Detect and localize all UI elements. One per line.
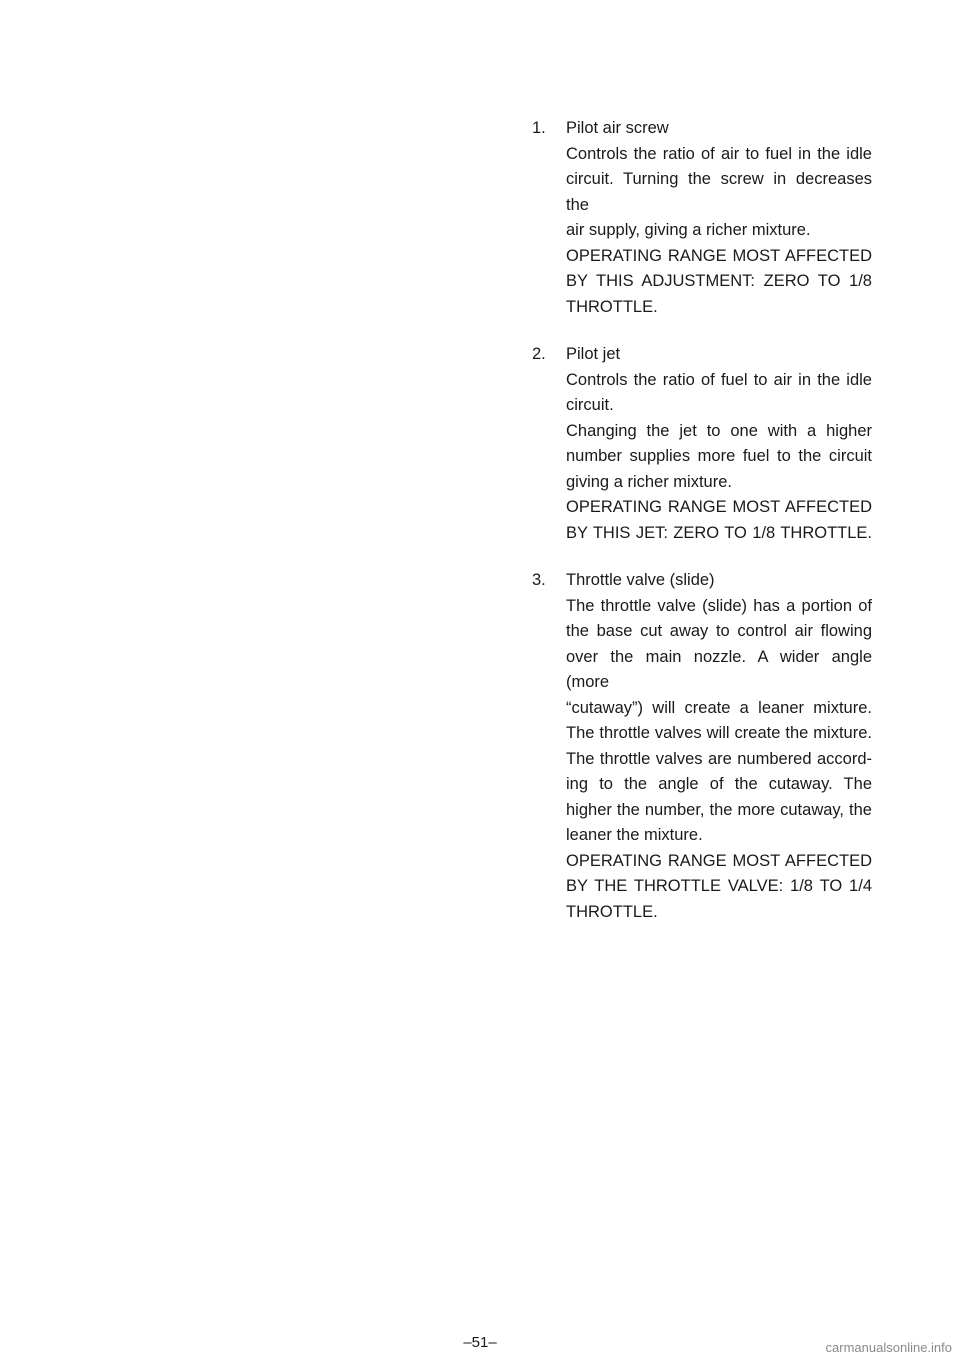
item-text-line: Controls the ratio of air to fuel in the idle: [566, 144, 872, 163]
list-item-throttle-valve: [532, 568, 872, 925]
carburetor-adjustment-list: [532, 116, 872, 947]
item-text-line: higher the number, the more cutaway, the: [566, 800, 872, 819]
item-number: 3.: [532, 571, 546, 589]
item-heading: Pilot jet: [566, 345, 621, 363]
item-text-line: air supply, giving a richer mixture.: [566, 221, 811, 239]
item-number: 1.: [532, 119, 546, 137]
item-text-line: The throttle valve (slide) has a portion of: [566, 596, 872, 615]
list-item-pilot-air-screw: [532, 116, 872, 320]
item-text-line: THROTTLE.: [566, 902, 658, 921]
list-item-pilot-jet: [532, 342, 872, 546]
footer-watermark: carmanualsonline.info: [825, 1340, 952, 1355]
item-text-line: BY THIS JET: ZERO TO 1/8 THROTTLE.: [566, 523, 872, 542]
page-number: –51–: [463, 1334, 497, 1351]
item-heading: Pilot air screw: [566, 119, 669, 137]
item-text-line: ing to the angle of the cutaway. The: [566, 775, 872, 793]
item-text-line: the base cut away to control air flowing: [566, 622, 872, 640]
item-text-line: circuit. Turning the screw in decreases the: [566, 170, 872, 214]
item-text-line: OPERATING RANGE MOST AFFECTED: [566, 498, 872, 516]
item-text-line: circuit.: [566, 396, 614, 414]
item-number: 2.: [532, 345, 546, 363]
item-text-line: over the main nozzle. A wider angle (more: [566, 647, 872, 691]
item-text-line: BY THE THROTTLE VALVE: 1/8 TO 1/4: [566, 877, 872, 895]
item-text-line: BY THIS ADJUSTMENT: ZERO TO 1/8: [566, 272, 872, 290]
item-text-line: “cutaway”) will create a leaner mixture.: [566, 698, 872, 717]
item-text-line: THROTTLE.: [566, 297, 658, 316]
item-heading: Throttle valve (slide): [566, 571, 715, 589]
item-text-line: Changing the jet to one with a higher: [566, 421, 872, 440]
item-text-line: The throttle valves are numbered accord-: [566, 749, 872, 768]
item-text-line: leaner the mixture.: [566, 826, 703, 844]
item-text-line: OPERATING RANGE MOST AFFECTED: [566, 246, 872, 265]
item-text-line: OPERATING RANGE MOST AFFECTED: [566, 851, 872, 870]
item-text-line: number supplies more fuel to the circuit: [566, 447, 872, 465]
item-text-line: giving a richer mixture.: [566, 472, 732, 491]
item-text-line: Controls the ratio of fuel to air in the idle: [566, 370, 872, 389]
item-text-line: The throttle valves will create the mixture.: [566, 724, 872, 742]
